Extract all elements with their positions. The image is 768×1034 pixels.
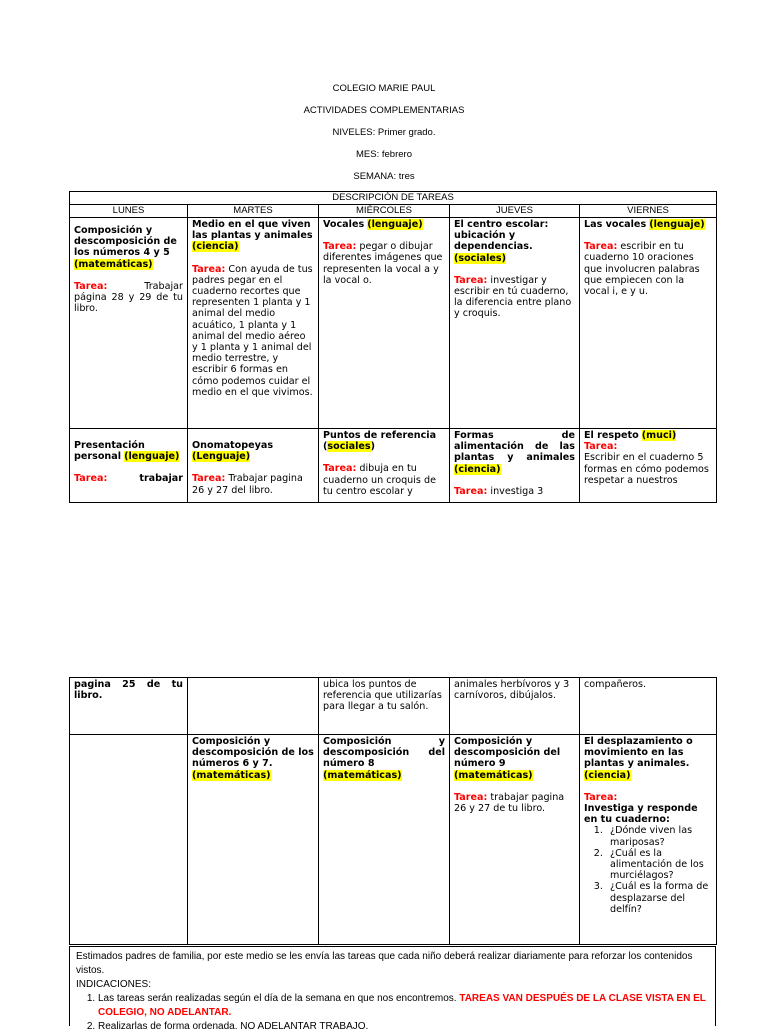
task-text: Trabajar página 28 y 29 de tu libro. [74, 280, 183, 315]
school-name: COLEGIO MARIE PAUL [332, 83, 436, 94]
indications-heading: INDICACIONES: [76, 979, 152, 990]
task-text: ubica los puntos de referencia que utilizarías para llegar a tu salón. [323, 679, 442, 713]
list-item [98, 992, 709, 1020]
task-text: pegar o dibujar diferentes imágenes que representen la vocal a y la vocal o. [323, 241, 443, 286]
task-title: El respeto [584, 430, 639, 441]
cell-martes-1 [188, 218, 319, 429]
indication-warning: TAREAS VAN DESPUÉS DE LA CLASE VISTA EN EL COLEGIO, NO ADELANTAR. [98, 993, 706, 1018]
day-header-jueves: JUEVES [450, 205, 580, 218]
task-title: El desplazamiento o movimiento en las plantas y animales. [584, 736, 693, 770]
task-title: Las vocales [584, 219, 647, 230]
tarea-label: Tarea: [74, 280, 108, 292]
task-title: Medio en el que viven las plantas y animales [192, 219, 313, 242]
month-line: MES: febrero [356, 149, 412, 160]
levels-line: NIVELES: Primer grado. [332, 127, 436, 138]
tarea-label: Tarea: [454, 274, 488, 286]
cell-lunes-2-cont [70, 678, 188, 735]
list-item: 1. ¿Dónde viven las mariposas? [606, 825, 712, 847]
task-title: Presentación personal [74, 440, 145, 463]
indications-box [69, 946, 716, 1032]
task-title: Vocales [323, 219, 365, 230]
list-item [98, 1020, 709, 1034]
tarea-label: Tarea: [454, 791, 488, 803]
task-text: Con ayuda de tus padres pegar en el cuaderno recortes que representen 1 planta y 1 animal del medio acuático, 1 planta y 1 animal del medio aéreo y 1 planta y 1 animal del medio terrestre, y escribir 6 formas en cómo podemos cuidar el medio en el que vivimos. [192, 263, 313, 398]
task-text: dibuja en tu cuaderno un croquis de tu centro escolar y [323, 463, 436, 497]
question-list [584, 825, 712, 915]
cell-martes-2-cont [188, 678, 319, 735]
parents-note: Estimados padres de familia, por este medio se les envía las tareas que cada niño deberá realizar diariamente para reforzar los contenidos vistos. [76, 951, 693, 976]
tarea-label: Tarea: [192, 263, 226, 275]
task-text: investiga 3 [490, 485, 544, 497]
subject-tag: (sociales) [454, 252, 507, 264]
table-row [70, 218, 717, 429]
task-title: Composición y descomposición de los números 6 y 7. [192, 736, 314, 770]
task-text: Trabajar pagina 26 y 27 del libro. [192, 473, 303, 496]
paren-close: ) [370, 441, 376, 453]
table-row [70, 735, 717, 945]
cell-viernes-3 [580, 735, 717, 945]
cell-lunes-1 [70, 218, 188, 429]
tarea-label: Tarea: [323, 241, 357, 253]
subject-tag: (lenguaje) [124, 451, 180, 463]
cell-jueves-2-cont [450, 678, 580, 735]
tarea-label: Tarea: [323, 463, 357, 475]
subject-tag: (muci) [641, 430, 677, 441]
activities-title: ACTIVIDADES COMPLEMENTARIAS [303, 105, 465, 116]
tarea-label: Tarea: [192, 473, 226, 485]
tarea-label: Tarea: [74, 473, 108, 485]
subject-tag: (ciencia) [584, 769, 631, 781]
day-header-lunes: LUNES [70, 205, 188, 218]
subject-tag: sociales [327, 441, 371, 453]
task-title: Formas de alimentación de las plantas y animales [454, 430, 575, 464]
tasks-table-page2 [69, 677, 717, 945]
task-title: Composición y descomposición del número 9 [454, 736, 561, 770]
task-text: Escribir en el cuaderno 5 formas en cómo podemos respetar a nuestros [584, 452, 709, 486]
subject-tag: (ciencia) [454, 463, 501, 475]
tasks-table-page1 [69, 191, 717, 503]
task-title: El centro escolar: ubicación y dependencias. [454, 219, 549, 253]
tarea-label: Tarea: [584, 241, 618, 253]
subject-tag: (matemáticas) [74, 258, 153, 270]
task-title: Puntos de referencia [323, 430, 437, 441]
subject-tag: (ciencia) [192, 241, 239, 253]
tarea-label: Tarea: [584, 441, 618, 453]
cell-jueves-2 [450, 429, 580, 503]
list-item: 2. ¿Cuál es la alimentación de los murciélagos? [606, 848, 712, 882]
indications-list [76, 992, 709, 1034]
table-title: DESCRIPCIÓN DE TAREAS [70, 192, 717, 205]
indication-text: Realizarlas de forma ordenada. NO ADELANTAR TRABAJO. [98, 1021, 369, 1032]
paren-open: ( [323, 441, 328, 453]
cell-lunes-3 [70, 735, 188, 945]
cell-viernes-2 [580, 429, 717, 503]
subject-tag: (matemáticas) [323, 769, 402, 781]
task-title: Onomatopeyas [192, 440, 274, 451]
tarea-label: Tarea: [584, 791, 618, 803]
table-row [70, 429, 717, 503]
cell-miercoles-3 [319, 735, 450, 945]
subject-tag: (matemáticas) [192, 769, 271, 781]
task-text: animales herbívoros y 3 carnívoros, dibújalos. [454, 679, 570, 702]
day-header-viernes: VIERNES [580, 205, 717, 218]
cell-martes-3 [188, 735, 319, 945]
task-title: Composición y descomposición del número 8 [323, 736, 445, 770]
subject-tag: (lenguaje) [367, 219, 423, 230]
cell-viernes-2-cont [580, 678, 717, 735]
subject-tag: (matemáticas) [454, 769, 533, 781]
subject-tag: (lenguaje) [649, 219, 705, 230]
list-item: 3. ¿Cuál es la forma de desplazarse del delfín? [606, 881, 712, 915]
cell-miercoles-1 [319, 218, 450, 429]
cell-miercoles-2 [319, 429, 450, 503]
day-header-martes: MARTES [188, 205, 319, 218]
subject-tag: (Lenguaje) [192, 451, 251, 463]
task-text: investigar y escribir en tú cuaderno, la diferencia entre plano y croquis. [454, 274, 572, 320]
task-text: trabajar [139, 473, 183, 485]
cell-jueves-1 [450, 218, 580, 429]
task-text: compañeros. [584, 679, 647, 690]
task-text: escribir en tu cuaderno 10 oraciones que involucren palabras que empiecen con la vocal i, e y u. [584, 241, 700, 298]
week-line: SEMANA: tres [353, 171, 415, 182]
instruction-text: Investiga y responde en tu cuaderno: [584, 803, 698, 826]
day-header-miercoles: MIÉRCOLES [319, 205, 450, 218]
cell-martes-2 [188, 429, 319, 503]
indication-text: Las tareas serán realizadas según el día de la semana en que nos encontremos. [98, 993, 457, 1004]
cell-miercoles-2-cont [319, 678, 450, 735]
task-title: Composición y descomposición de los números 4 y 5 [74, 225, 177, 259]
task-text: trabajar pagina 26 y 27 de tu libro. [454, 791, 565, 815]
cell-viernes-1 [580, 218, 717, 429]
cell-lunes-2 [70, 429, 188, 503]
tarea-label: Tarea: [454, 485, 488, 497]
task-text: pagina 25 de tu libro. [74, 679, 183, 702]
table-row [70, 678, 717, 735]
cell-jueves-3 [450, 735, 580, 945]
